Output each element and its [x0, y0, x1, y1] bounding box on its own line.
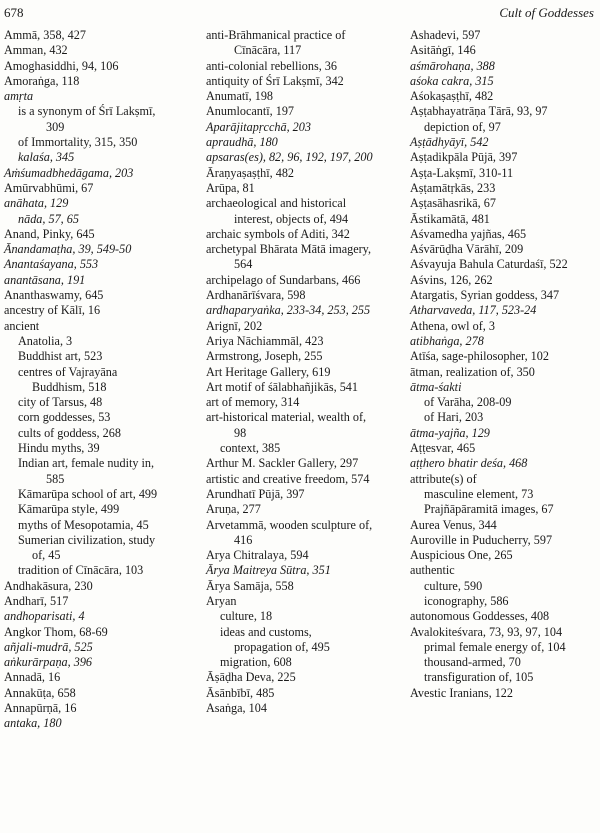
index-entry: ātma-yajña, 129 [410, 425, 490, 440]
index-entry: aśoka cakra, 315 [410, 73, 494, 88]
index-subentry: 309 [46, 119, 65, 134]
index-subentry: context, 385 [220, 441, 281, 456]
index-entry: Aṭṭesvar, 465 [410, 441, 476, 456]
index-entry: Auroville in Puducherry, 597 [410, 532, 553, 547]
index-entry: Ammā, 358, 427 [4, 28, 86, 42]
index-entry: attribute(s) of [410, 471, 477, 486]
index-subentry: centres of Vajrayāna [18, 364, 118, 379]
index-subentry: Kāmarūpa school of art, 499 [18, 486, 158, 501]
index-columns [0, 28, 600, 833]
index-entry: Aśokaṣaṣṭhī, 482 [410, 89, 494, 104]
index-subentry: culture, 590 [424, 578, 483, 593]
index-entry: Arignī, 202 [206, 318, 263, 333]
index-subentry: transfiguration of, 105 [424, 670, 534, 685]
index-entry: Ārya Maitreya Sūtra, 351 [206, 563, 331, 578]
index-entry: Aśvamedha yajñas, 465 [410, 226, 527, 241]
index-entry: apraudhā, 180 [206, 135, 278, 150]
index-entry: Aṣṭasāhasrikā, 67 [410, 196, 496, 211]
index-entry: Ārya Samāja, 558 [206, 578, 294, 593]
index-subentry: myths of Mesopotamia, 45 [18, 517, 149, 532]
index-entry: Arūpa, 81 [206, 180, 255, 195]
index-entry: art of memory, 314 [206, 395, 300, 410]
index-entry: atibhaṅga, 278 [410, 333, 484, 348]
index-entry: Aruṇa, 277 [206, 502, 261, 517]
index-subentry: 585 [46, 471, 65, 486]
index-entry: ancestry of Kālī, 16 [4, 303, 101, 318]
index-subentry: 416 [234, 532, 253, 547]
index-entry: anti-Brāhmanical practice of [206, 28, 346, 42]
index-subentry: of Varāha, 208-09 [424, 395, 512, 410]
index-entry: Avestic Iranians, 122 [410, 685, 513, 700]
index-entry: Auspicious One, 265 [410, 548, 513, 563]
index-column-3 [410, 28, 600, 833]
index-entry: Arthur M. Sackler Gallery, 297 [206, 456, 359, 471]
index-subentry: primal female energy of, 104 [424, 639, 566, 654]
index-entry: archetypal Bhārata Mātā imagery, [206, 242, 372, 257]
index-entry: anti-colonial rebellions, 36 [206, 58, 337, 73]
index-entry: Art Heritage Gallery, 619 [206, 364, 331, 379]
index-entry: Andharī, 517 [4, 593, 69, 608]
index-entry: Armstrong, Joseph, 255 [206, 349, 323, 364]
index-entry: Ashadevi, 597 [410, 28, 481, 42]
index-entry: antaka, 180 [4, 716, 62, 731]
index-entry: Athena, owl of, 3 [410, 318, 495, 333]
index-entry: Aṣṭamātṛkās, 233 [410, 180, 496, 195]
index-entry: Aryan [206, 593, 237, 608]
index-subentry: of Hari, 203 [424, 410, 484, 425]
index-entry: Aṣṭa-Lakṣmī, 310-11 [410, 165, 514, 180]
index-subentry: city of Tarsus, 48 [18, 395, 103, 410]
index-entry: Annapūrṇā, 16 [4, 701, 77, 716]
index-column-1 [4, 28, 194, 833]
index-entry: Avalokiteśvara, 73, 93, 97, 104 [410, 624, 563, 639]
index-entry: Anumlocantī, 197 [206, 104, 295, 119]
page-number: 678 [4, 5, 24, 20]
index-entry: añjali-mudrā, 525 [4, 639, 93, 654]
index-subentry: is a synonym of Śrī Lakṣmī, [18, 104, 156, 119]
index-subentry: Buddhism, 518 [32, 379, 107, 394]
index-entry: Art motif of śālabhañjikās, 541 [206, 379, 358, 394]
index-entry: Aṁśumadbhedāgama, 203 [4, 165, 134, 180]
index-subentry: Prajñāpāramitā images, 67 [424, 502, 554, 517]
index-entry: Asitāṅgī, 146 [410, 43, 476, 58]
index-entry: Āsānbībī, 485 [206, 685, 275, 700]
index-entry: archaic symbols of Aditi, 342 [206, 226, 350, 241]
index-subentry: culture, 18 [220, 609, 273, 624]
index-entry: Ariya Nāchiammāl, 423 [206, 333, 324, 348]
index-subentry: thousand-armed, 70 [424, 655, 521, 670]
index-subentry: propagation of, 495 [234, 639, 330, 654]
index-entry: aṅkurārpaṇa, 396 [4, 655, 93, 670]
index-entry: Arundhatī Pūjā, 397 [206, 486, 305, 501]
index-subentry: nāda, 57, 65 [18, 211, 79, 226]
index-subentry: Kāmarūpa style, 499 [18, 502, 120, 517]
index-subentry: kalaśa, 345 [18, 150, 75, 165]
index-column-2 [206, 28, 402, 833]
index-entry: Aṣṭādhyāyī, 542 [410, 135, 489, 150]
index-entry: Amūrvabhūmi, 67 [4, 180, 94, 195]
index-entry: artistic and creative freedom, 574 [206, 471, 370, 486]
index-entry: Atharvaveda, 117, 523-24 [410, 303, 537, 318]
index-entry: Aśvārūḍha Vārāhī, 209 [410, 242, 524, 257]
index-entry: Arya Chitralaya, 594 [206, 548, 309, 563]
index-subentry: Buddhist art, 523 [18, 349, 103, 364]
running-title: Cult of Goddesses [499, 5, 594, 20]
index-entry: Ānandamaṭha, 39, 549-50 [4, 242, 132, 257]
index-entry: Āṣāḍha Deva, 225 [206, 670, 296, 685]
index-entry: Aṣṭabhayatrāṇa Tārā, 93, 97 [410, 104, 548, 119]
index-entry: anantāsana, 191 [4, 272, 86, 287]
index-subentry: Indian art, female nudity in, [18, 456, 155, 471]
index-entry: aśmārohaṇa, 388 [410, 58, 495, 73]
index-entry: apsaras(es), 82, 96, 192, 197, 200 [206, 150, 373, 165]
page-header [0, 0, 600, 26]
index-subentry: corn goddesses, 53 [18, 410, 111, 425]
index-entry: Annadā, 16 [4, 670, 61, 685]
index-entry: ātman, realization of, 350 [410, 364, 535, 379]
index-subentry: 98 [234, 425, 247, 440]
index-subentry: of, 45 [32, 548, 61, 563]
index-entry: Asaṅga, 104 [206, 701, 267, 716]
index-entry: Atīśa, sage-philosopher, 102 [410, 349, 549, 364]
index-entry: archipelago of Sundarbans, 466 [206, 272, 361, 287]
index-entry: Āstikamātā, 481 [410, 211, 490, 226]
index-entry: Amoghasiddhi, 94, 106 [4, 58, 119, 73]
index-entry: Annakūṭa, 658 [4, 685, 76, 700]
index-entry: Ardhanārīśvara, 598 [206, 288, 306, 303]
index-entry: archaeological and historical [206, 196, 347, 211]
index-entry: authentic [410, 563, 455, 578]
index-subentry: Hindu myths, 39 [18, 441, 100, 456]
index-subentry: masculine element, 73 [424, 486, 534, 501]
index-entry: Aurea Venus, 344 [410, 517, 497, 532]
index-entry: antiquity of Śrī Lakṣmī, 342 [206, 73, 344, 88]
index-entry: Anumatī, 198 [206, 89, 274, 104]
index-subentry: interest, objects of, 494 [234, 211, 349, 226]
index-subentry: iconography, 586 [424, 593, 509, 608]
index-entry: aṭṭhero bhatir deśa, 468 [410, 456, 528, 471]
index-entry: ātma-śakti [410, 379, 462, 394]
index-entry: Amoraṅga, 118 [4, 73, 80, 88]
index-entry: Aśvins, 126, 262 [410, 272, 493, 287]
index-subentry: cults of goddess, 268 [18, 425, 121, 440]
index-entry: andhoparisati, 4 [4, 609, 85, 624]
index-entry: autonomous Goddesses, 408 [410, 609, 550, 624]
index-entry: anāhata, 129 [4, 196, 69, 211]
index-entry: Atargatis, Syrian goddess, 347 [410, 288, 560, 303]
index-entry: Angkor Thom, 68-69 [4, 624, 108, 639]
index-entry: Andhakāsura, 230 [4, 578, 93, 593]
index-entry: Arvetammā, wooden sculpture of, [206, 517, 373, 532]
index-subentry: Sumerian civilization, study [18, 532, 156, 547]
index-entry: ancient [4, 318, 40, 333]
index-subentry: 564 [234, 257, 253, 272]
index-entry: Aṣṭadikpāla Pūjā, 397 [410, 150, 518, 165]
index-entry: Anantaśayana, 553 [4, 257, 99, 272]
index-entry: Anand, Pinky, 645 [4, 226, 95, 241]
index-entry: Amman, 432 [4, 43, 68, 58]
index-entry: Ananthaswamy, 645 [4, 288, 104, 303]
index-entry: Aparājitapṛcchā, 203 [206, 119, 311, 134]
index-subentry: of Immortality, 315, 350 [18, 135, 138, 150]
index-entry: Āraṇyaṣaṣṭhī, 482 [206, 165, 295, 180]
index-entry: Aśvayuja Bahula Caturdaśī, 522 [410, 257, 568, 272]
index-subentry: depiction of, 97 [424, 119, 501, 134]
index-entry: amṛta [4, 89, 34, 104]
index-subentry: Cīnācāra, 117 [234, 43, 302, 58]
index-entry: art-historical material, wealth of, [206, 410, 367, 425]
index-entry: ardhaparyaṅka, 233-34, 253, 255 [206, 303, 371, 318]
index-subentry: migration, 608 [220, 655, 292, 670]
index-subentry: ideas and customs, [220, 624, 312, 639]
index-subentry: tradition of Cīnācāra, 103 [18, 563, 144, 578]
index-subentry: Anatolia, 3 [18, 333, 73, 348]
